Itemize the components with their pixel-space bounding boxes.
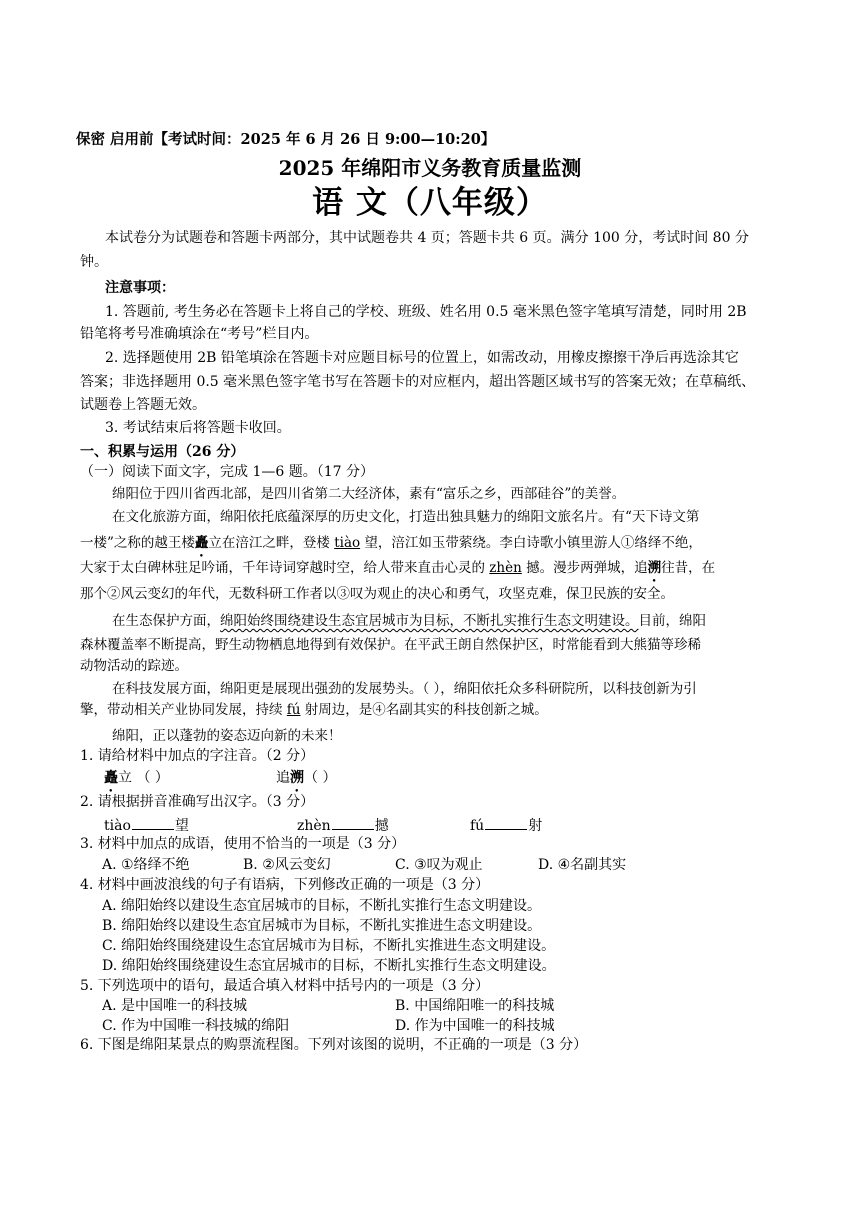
question-stem: 1. 请给材料中加点的字注音。（2 分） — [80, 748, 315, 764]
option-b[interactable]: B. 绵阳始终以建设生态宜居城市为目标，不断扎实推进生态文明建设。 — [102, 918, 542, 934]
text-run: 目前，绵阳 — [638, 613, 706, 629]
text-run: 往昔，在 — [661, 560, 716, 576]
notes-heading: 注意事项： — [105, 280, 175, 296]
passage-paragraph: 绵阳位于四川省西北部，是四川省第二大经济体，素有“富乐之乡，西部硅谷”的美誉。 — [112, 486, 626, 502]
q2-item-a — [104, 815, 189, 835]
question-stem: 6. 下图是绵阳某景点的购票流程图。下列对该图的说明，不正确的一项是（3 分） — [80, 1037, 588, 1053]
text-run: 在生态保护方面， — [112, 613, 220, 629]
section-heading: 一、积累与运用（26 分） — [80, 444, 245, 460]
pinyin: fú — [470, 818, 485, 834]
note-item: 答案；非选择题用 0.5 毫米黑色签字笔书写在答题卡的对应框内，超出答题区域书写的答案无效；在草稿纸、 — [80, 374, 756, 390]
passage-line: 那个②风云变幻的年代，无数科研工作者以③叹为观止的决心和勇气，攻坚克难，保卫民族的安全。 — [80, 586, 674, 602]
dotted-char: 矗 — [104, 770, 118, 786]
section-subheading: （一）阅读下面文字，完成 1—6 题。（17 分） — [80, 464, 374, 480]
text-run: 一楼”之称的越王楼 — [80, 535, 195, 551]
passage-line: 在科技发展方面，绵阳更是展现出强劲的发展势头。（ ），绵阳依托众多科研院所，以科技创新为引 — [112, 681, 697, 697]
dotted-char: 矗 — [194, 535, 209, 551]
text-run: 立在涪江之畔，登楼 — [208, 535, 335, 551]
note-item: 1. 答题前, 考生务必在答题卡上将自己的学校、班级、姓名用 0.5 毫米黑色签字笔填写清楚，同时用 2B — [105, 304, 747, 320]
passage-line — [80, 559, 715, 585]
intro-line: 本试卷分为试题卷和答题卡两部分，其中试题卷共 4 页；答题卡共 6 页。满分 100 分，考试时间 80 分 — [105, 230, 749, 246]
pinyin: tiào — [334, 535, 361, 551]
text-run: 射周边，是④名副其实的科技创新之城。 — [300, 702, 548, 718]
option-c[interactable]: C. 绵阳始终围绕建设生态宜居城市为目标，不断扎实推进生态文明建设。 — [102, 938, 556, 954]
fill-blank[interactable] — [485, 815, 527, 830]
q2-item-b — [297, 815, 389, 835]
text-run: 追 — [276, 770, 290, 786]
option-a[interactable]: A. 是中国唯一的科技城 — [102, 998, 248, 1014]
text-run: 撼 — [374, 818, 389, 834]
option-c[interactable]: C. ③叹为观止 — [395, 857, 483, 873]
passage-line — [80, 701, 548, 719]
question-stem: 4. 材料中画波浪线的句子有语病，下列修改正确的一项是（3 分） — [80, 877, 490, 893]
option-d[interactable]: D. 绵阳始终围绕建设生态宜居城市的目标，不断扎实推行生态文明建设。 — [102, 958, 556, 974]
option-d[interactable]: D. ④名副其实 — [538, 857, 627, 873]
option-b[interactable]: B. ②风云变幻 — [243, 857, 331, 873]
intro-line: 钟。 — [80, 254, 108, 270]
exam-header: 保密 启用前【考试时间：2025 年 6 月 26 日 9:00—10:20】 — [76, 131, 496, 148]
passage-line: 在文化旅游方面，绵阳依托底蕴深厚的历史文化，打造出独具魅力的绵阳文旅名片。有“天下诗文第 — [112, 509, 700, 525]
note-item: 试题卷上答题无效。 — [80, 397, 206, 413]
option-b[interactable]: B. 中国绵阳唯一的科技城 — [395, 998, 555, 1014]
passage-line: 动物活动的踪迹。 — [80, 658, 188, 674]
dotted-char: 溯 — [647, 560, 662, 576]
fill-blank[interactable] — [332, 815, 374, 830]
answer-slot: 立 （ ） — [118, 770, 169, 786]
option-a[interactable]: A. ①络绎不绝 — [102, 857, 190, 873]
q1-item-a — [104, 769, 169, 795]
option-a[interactable]: A. 绵阳始终以建设生态宜居城市的目标，不断扎实推行生态文明建设。 — [102, 898, 542, 914]
text-run: 望，涪江如玉带萦绕。李白诗歌小镇里游人①络绎不绝， — [360, 535, 702, 551]
passage-line: 森林覆盖率不断提高，野生动物栖息地得到有效保护。在平武王朗自然保护区，时常能看到大熊猫等珍稀 — [80, 637, 701, 653]
pinyin: zhèn — [297, 818, 331, 834]
text-run: 射 — [528, 818, 543, 834]
text-run: 撼。漫步两弹城，追 — [521, 560, 648, 576]
question-stem: 3. 材料中加点的成语，使用不恰当的一项是（3 分） — [80, 836, 406, 852]
q1-item-b — [276, 769, 336, 795]
text-run: 大家于太白碑林驻足吟诵，千年诗词穿越时空，给人带来直击心灵的 — [80, 560, 490, 576]
wavy-sentence: 绵阳始终围绕建设生态宜居城市为目标，不断扎实推行生态文明建设。 — [220, 613, 639, 629]
note-item: 3. 考试结束后将答题卡收回。 — [105, 420, 291, 436]
question-stem: 5. 下列选项中的语句，最适合填入材料中括号内的一项是（3 分） — [80, 978, 490, 994]
pinyin: tiào — [104, 818, 131, 834]
passage-line: 绵阳，正以蓬勃的姿态迈向新的未来！ — [112, 728, 342, 744]
option-c[interactable]: C. 作为中国唯一科技城的绵阳 — [102, 1018, 290, 1034]
dotted-char: 溯 — [290, 770, 304, 786]
passage-line — [112, 612, 706, 630]
fill-blank[interactable] — [132, 815, 174, 830]
subject-title: 语 文（八年级） — [312, 185, 548, 221]
answer-slot: （ ） — [304, 770, 337, 786]
text-run: 擎，带动相关产业协同发展，持续 — [80, 702, 287, 718]
pinyin: fú — [286, 702, 301, 718]
text-run: 望 — [174, 818, 189, 834]
pinyin: zhèn — [489, 560, 522, 576]
question-stem: 2. 请根据拼音准确写出汉字。（3 分） — [80, 794, 315, 810]
note-item: 铅笔将考号准确填涂在“考号”栏目内。 — [80, 326, 319, 342]
exam-title: 2025 年绵阳市义务教育质量监测 — [278, 156, 582, 180]
q2-item-c — [470, 815, 542, 835]
option-d[interactable]: D. 作为中国唯一的科技城 — [395, 1018, 555, 1034]
note-item: 2. 选择题使用 2B 铅笔填涂在答题卡对应题目标号的位置上，如需改动，用橡皮擦擦干净后再选涂其它 — [105, 350, 739, 366]
passage-line — [80, 534, 702, 560]
